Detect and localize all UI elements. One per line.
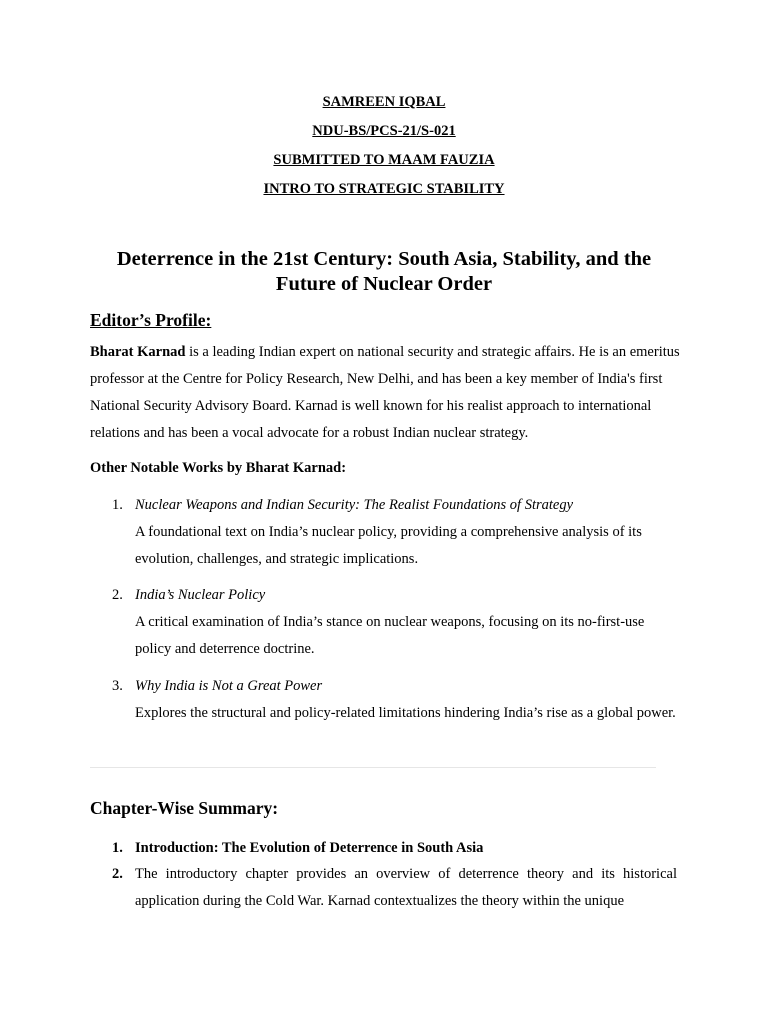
chapter-item [90,835,677,862]
work-description: A foundational text on India’s nuclear policy, providing a comprehensive analysis of its evolution, challenges, and strategic implications. [135,524,642,567]
other-works-heading: Other Notable Works by Bharat Karnad: [90,460,347,476]
editor-name: Bharat Karnad [90,344,186,360]
student-id: NDU-BS/PCS-21/S-021 [312,123,456,139]
work-description: A critical examination of India’s stance on nuclear weapons, focusing on its no-first-use policy and deterrence doctrine. [135,614,645,657]
chapter-text: The introductory chapter provides an overview of deterrence theory and its historical application during the Cold War. Karnad contextualizes the theory within the unique [135,866,677,909]
work-title: India’s Nuclear Policy [135,587,266,603]
work-item [90,673,680,727]
chapter-summary-heading: Chapter-Wise Summary: [90,798,279,818]
document-title: Deterrence in the 21st Century: South Asia, Stability, and the Future of Nuclear Order [116,248,652,295]
work-description: Explores the structural and policy-related limitations hindering India’s rise as a global power. [135,705,676,721]
author-name: SAMREEN IQBAL [322,94,446,110]
work-number: 1. [112,497,123,513]
work-title: Nuclear Weapons and Indian Security: The Realist Foundations of Strategy [135,497,574,513]
editor-profile-text: is a leading Indian expert on national security and strategic affairs. He is an emeritus professor at the Centre for Policy Research, New Delhi, and has been a key member of India's first National Security Advisory Board. Karnad is well known for his realist approach to international relations and has been a vocal advocate for a robust Indian nuclear strategy. [90,344,680,441]
chapter-text: Introduction: The Evolution of Deterrence in South Asia [135,840,484,856]
work-item [90,492,680,573]
course-name: INTRO TO STRATEGIC STABILITY [263,181,505,197]
work-title: Why India is Not a Great Power [135,678,323,694]
editor-profile-heading: Editor’s Profile: [90,310,212,330]
work-number: 2. [112,587,123,603]
section-divider [90,767,656,768]
chapter-number: 2. [112,866,123,882]
submitted-to: SUBMITTED TO MAAM FAUZIA [273,152,495,168]
chapter-item [90,861,677,914]
work-number: 3. [112,678,123,694]
chapter-number: 1. [112,840,123,856]
editor-profile-paragraph [90,339,685,447]
work-item [90,582,680,663]
